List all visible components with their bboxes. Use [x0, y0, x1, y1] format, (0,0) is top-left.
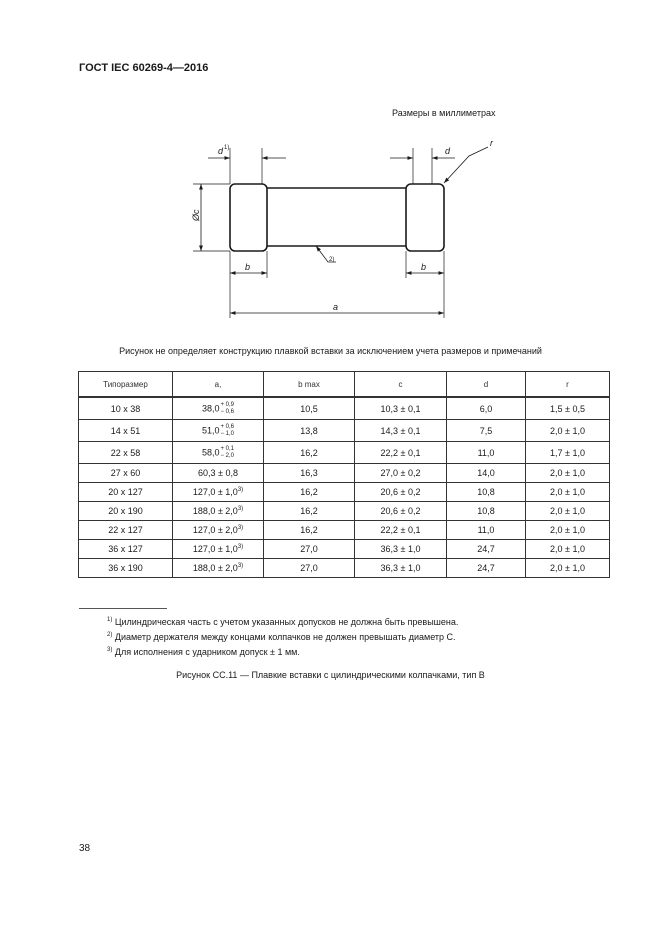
cell-r: 2,0 ± 1,0 [526, 521, 610, 540]
footnotes [107, 614, 458, 659]
footnote-mark-1: 1) [224, 145, 230, 151]
cell-a: 127,0 ± 1,0$^{3)}$ [173, 483, 264, 502]
cell-d: 24,7 [447, 540, 526, 559]
cell-d: 11,0 [447, 521, 526, 540]
cell-a: 60,3 ± 0,8 [173, 464, 264, 483]
cell-d: 10,8 [447, 483, 526, 502]
label-diameter: Øc [191, 209, 201, 221]
cell-b-max: 16,2 [264, 521, 355, 540]
cell-r: 2,0 ± 1,0 [526, 464, 610, 483]
cell-r: 2,0 ± 1,0 [526, 483, 610, 502]
cell-b-max: 27,0 [264, 540, 355, 559]
cell-r: 2,0 ± 1,0 [526, 420, 610, 442]
document-header-title: ГОСТ IEC 60269-4—2016 [79, 62, 209, 74]
dimensions-table [78, 371, 610, 578]
table-row [79, 559, 610, 578]
cell-d: 7,5 [447, 420, 526, 442]
cell-b-max: 27,0 [264, 559, 355, 578]
cell-b-max: 10,5 [264, 397, 355, 420]
cell-r: 2,0 ± 1,0 [526, 502, 610, 521]
label-r: r [490, 138, 493, 148]
cell-b-max: 16,2 [264, 502, 355, 521]
header-b-max: b max [264, 372, 355, 398]
table-row [79, 397, 610, 420]
table-row [79, 540, 610, 559]
header-d: d [447, 372, 526, 398]
left-end-cap [230, 184, 267, 251]
cell-c: 22,2 ± 0,1 [355, 521, 447, 540]
figure-caption: Рисунок СС.11 — Плавкие вставки с цилиндрическими колпачками, тип B [176, 670, 485, 680]
label-a: a [333, 302, 339, 312]
fuse-link-drawing [0, 0, 661, 340]
cell-a: 58,0 + 0,1 − 2,0 [173, 442, 264, 464]
footnote-3: $^{3)}$ Для исполнения с ударником допуск ± 1 мм. [107, 647, 300, 657]
footnote-2: $^{2)}$ Диаметр держателя между концами колпачков не должен превышать диаметр С. [107, 632, 456, 642]
label-b-right: b [421, 262, 427, 272]
cell-c: 27,0 ± 0,2 [355, 464, 447, 483]
table-row [79, 464, 610, 483]
label-b-left: b [245, 262, 251, 272]
cell-a: 127,0 ± 1,0$^{3)}$ [173, 540, 264, 559]
cell-a: 38,0 + 0,9 − 0,6 [173, 397, 264, 420]
cell-d: 6,0 [447, 397, 526, 420]
footnote-separator [79, 608, 167, 609]
cell-size: 14 x 51 [79, 420, 173, 442]
right-end-cap [406, 184, 444, 251]
cell-r: 2,0 ± 1,0 [526, 540, 610, 559]
cell-size: 20 x 190 [79, 502, 173, 521]
cell-c: 22,2 ± 0,1 [355, 442, 447, 464]
cell-r: 1,7 ± 1,0 [526, 442, 610, 464]
cell-r: 2,0 ± 1,0 [526, 559, 610, 578]
cell-a: 51,0 + 0,6 − 1,0 [173, 420, 264, 442]
cell-size: 36 x 190 [79, 559, 173, 578]
page-number: 38 [79, 843, 91, 854]
cell-a: 188,0 ± 2,0$^{3)}$ [173, 559, 264, 578]
cell-d: 24,7 [447, 559, 526, 578]
cell-b-max: 13,8 [264, 420, 355, 442]
footnote-1: $^{1)}$ Цилиндрическая часть с учетом указанных допусков не должна быть превышена. [107, 617, 459, 627]
cell-c: 36,3 ± 1,0 [355, 540, 447, 559]
table-row [79, 502, 610, 521]
cell-size: 10 x 38 [79, 397, 173, 420]
cell-size: 27 x 60 [79, 464, 173, 483]
cell-size: 22 x 127 [79, 521, 173, 540]
cell-a: 188,0 ± 2,0$^{3)}$ [173, 502, 264, 521]
header-r: r [526, 372, 610, 398]
cell-r: 1,5 ± 0,5 [526, 397, 610, 420]
cell-c: 14,3 ± 0,1 [355, 420, 447, 442]
cell-d: 14,0 [447, 464, 526, 483]
header-c: c [355, 372, 447, 398]
cell-b-max: 16,2 [264, 442, 355, 464]
cell-c: 10,3 ± 0,1 [355, 397, 447, 420]
cell-a: 127,0 ± 2,0$^{3)}$ [173, 521, 264, 540]
cell-d: 10,8 [447, 502, 526, 521]
cell-size: 20 x 127 [79, 483, 173, 502]
table-row [79, 483, 610, 502]
cell-c: 36,3 ± 1,0 [355, 559, 447, 578]
units-note: Размеры в миллиметрах [392, 108, 496, 118]
cell-c: 20,6 ± 0,2 [355, 483, 447, 502]
label-d-left: d [218, 146, 224, 156]
cell-size: 36 x 127 [79, 540, 173, 559]
label-d-right: d [445, 146, 451, 156]
cell-size: 22 x 58 [79, 442, 173, 464]
table-header-row [79, 372, 610, 398]
cell-b-max: 16,3 [264, 464, 355, 483]
cell-d: 11,0 [447, 442, 526, 464]
cell-b-max: 16,2 [264, 483, 355, 502]
table-row [79, 442, 610, 464]
table-row [79, 420, 610, 442]
table-row [79, 521, 610, 540]
leader-r [444, 147, 488, 183]
header-size: Типоразмер [79, 372, 173, 398]
figure-note: Рисунок не определяет конструкцию плавкой вставки за исключением учета размеров и примечаний [119, 346, 542, 356]
footnote-mark-2: 2) [329, 257, 335, 263]
cell-c: 20,6 ± 0,2 [355, 502, 447, 521]
header-a: a, [173, 372, 264, 398]
